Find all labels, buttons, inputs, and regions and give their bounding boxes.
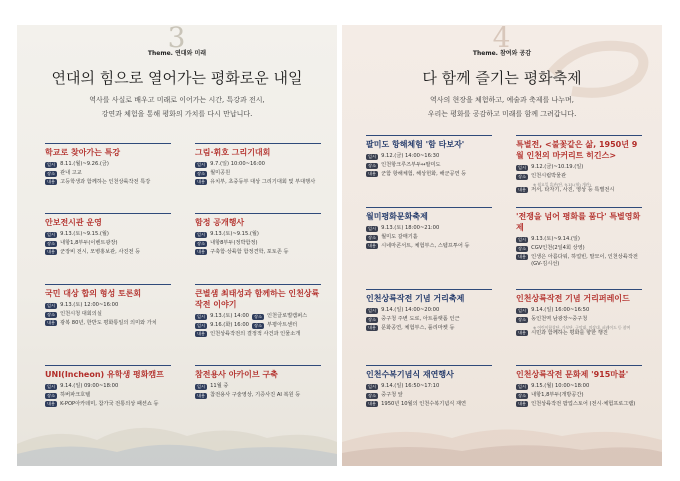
event-detail-row (516, 187, 642, 195)
page-title: 연대의 힘으로 열어가는 평화로운 내일 (51, 69, 303, 87)
theme-label: Theme. 연대와 미래 (147, 50, 207, 57)
event-detail-row (195, 383, 321, 391)
detail-text: 군함 항해체험, 해상헌화, 해군공연 등 (381, 170, 467, 177)
event-detail-row (45, 240, 171, 248)
detail-tag: 일시 (368, 225, 377, 231)
detail-text: 9.12.(금)~10.19.(일) (531, 164, 584, 170)
detail-text: 인생은 아름다워, 하얼빈, 말모이, 인천상륙작전(GV-김시선) (531, 253, 638, 268)
event-detail-row (366, 153, 492, 161)
detail-tag: 일시 (518, 236, 527, 242)
page-subtitle (17, 93, 337, 121)
detail-text: 월미공원 (210, 169, 231, 176)
event-detail-row (195, 331, 321, 339)
detail-tag: 장소 (518, 316, 527, 322)
detail-text: 광복 80년, 한반도 평화통일의 의미와 가치 (60, 319, 157, 326)
event-title: 안보전시관 운영 (45, 218, 102, 227)
event-title: 큰별샘 최태성과 함께하는 인천상륙작전 이야기 (195, 289, 320, 309)
detail-text: 9.14.(일) 16:00~16:50 (531, 307, 590, 313)
detail-text: 하버파크호텔 (60, 391, 91, 398)
detail-text: 중구청 주변 도로, 아트플랫폼 인근 (381, 315, 460, 322)
detail-tag: 장소 (47, 170, 56, 176)
event-card (516, 207, 642, 270)
detail-text: K-POP아카데미, 참가국 전통의상 패션쇼 등 (60, 400, 159, 407)
detail-tag: 내용 (518, 401, 527, 407)
detail-text: 1950년 10월의 인천수복기념식 재연 (381, 400, 466, 407)
detail-tag: 장소 (368, 316, 377, 322)
detail-text: 고등학생과 함께하는 인천상륙작전 특강 (60, 178, 151, 185)
event-detail-row (195, 231, 321, 239)
detail-tag: 장소 (518, 173, 527, 179)
detail-tag: 장소 (253, 313, 263, 319)
detail-tag: 일시 (197, 383, 206, 389)
detail-text: 인천글로벌캠퍼스 (267, 313, 308, 319)
detail-tag: 일시 (47, 383, 56, 389)
detail-tag: 장소 (368, 234, 377, 240)
event-card (45, 213, 171, 257)
detail-text: 9.13.(토) 12:00~16:00 (60, 302, 119, 308)
detail-text: 월미도 갈매기홀 (381, 233, 418, 240)
detail-text: 시민과 함께하는 평화를 향한 행진 (531, 329, 608, 336)
section-number: 3 (167, 25, 187, 54)
subtitle-line: 역사의 현장을 체험하고, 예술과 축제를 나누며, (429, 96, 575, 104)
detail-tag: 장소 (197, 170, 206, 176)
event-title: 팔미도 항해체험 '함 타보자' (366, 140, 465, 149)
detail-tag: 내용 (368, 325, 377, 331)
detail-text: 부평아트센터 (267, 321, 298, 328)
event-title: 인천상륙작전 문화제 '915마블' (516, 370, 629, 379)
event-detail-row (195, 179, 321, 187)
detail-tag: 일시 (47, 231, 56, 237)
event-title: 그림·휘호 그리기대회 (195, 148, 271, 157)
event-title: 참전용사 아카이브 구축 (195, 370, 278, 379)
detail-tag: 장소 (368, 162, 377, 168)
event-detail-row (45, 302, 171, 310)
detail-text: 인천항크루즈부두↔팔미도 (381, 161, 441, 168)
event-card (366, 289, 492, 333)
detail-text: 중구청 앞 (381, 391, 403, 398)
detail-text: 구축함·상륙함 함정견학, 포토존 등 (210, 248, 289, 255)
event-title: '전쟁을 넘어 평화를 품다' 특별영화제 (516, 212, 641, 232)
left-page (17, 25, 337, 466)
event-card (366, 135, 492, 179)
detail-tag: 장소 (253, 322, 263, 328)
detail-tag: 일시 (47, 161, 56, 167)
detail-tag: 장소 (47, 392, 56, 398)
event-card (516, 135, 642, 195)
detail-text: 9.15.(월) 10:00~18:00 (531, 383, 590, 389)
detail-tag: 일시 (197, 322, 206, 328)
detail-tag: 내용 (197, 331, 206, 337)
event-detail-row (195, 240, 321, 248)
event-detail-row (366, 325, 492, 333)
event-card (45, 284, 171, 328)
detail-text: 9.13.(토) 18:00~21:00 (381, 225, 440, 231)
mountain-illustration (342, 396, 662, 466)
detail-text: 9.14.(일) 09:00~18:00 (60, 383, 119, 389)
detail-tag: 내용 (518, 254, 527, 260)
detail-tag: 내용 (518, 187, 527, 193)
detail-text: 인천시립박물관 (531, 172, 567, 179)
detail-text: 9.13.(토)~9.14.(일) (531, 236, 580, 242)
detail-text: 9.13.(토)~9.15.(월) (60, 231, 109, 237)
detail-tag: 내용 (197, 249, 206, 255)
event-card (195, 143, 321, 187)
detail-tag: 내용 (197, 392, 206, 398)
detail-tag: 일시 (368, 307, 377, 313)
event-title: 월미평화문화축제 (366, 212, 428, 221)
detail-tag: 장소 (47, 240, 56, 246)
detail-tag: 내용 (368, 171, 377, 177)
detail-tag: 장소 (518, 245, 527, 251)
event-detail-row (366, 383, 492, 391)
detail-tag: 장소 (368, 392, 377, 398)
detail-text: 9.14.(일) 14:00~20:00 (381, 307, 440, 313)
detail-tag: 장소 (518, 392, 527, 398)
event-detail-row (516, 383, 642, 391)
detail-tag: 내용 (368, 401, 377, 407)
detail-tag: 내용 (197, 179, 206, 185)
detail-text: 참전용사 구술영상, 기증사진 AI 복원 등 (210, 391, 301, 398)
detail-text: 11월 중 (210, 383, 229, 389)
event-detail-row (45, 311, 171, 319)
detail-text: 9.13.(토) 14:00 (210, 313, 249, 319)
detail-tag: 일시 (47, 302, 56, 308)
theme-label: Theme. 참여와 공감 (472, 50, 532, 57)
detail-text: 인천시청 대회의실 (60, 310, 102, 317)
mountain-illustration (17, 396, 337, 466)
event-title: UNI(Incheon) 유학생 평화캠프 (45, 370, 164, 379)
page-title: 다 함께 즐기는 평화축제 (422, 69, 582, 87)
event-detail-row (516, 164, 642, 172)
detail-text: 내항8부두(정박함정) (210, 239, 258, 246)
event-detail-row (516, 254, 642, 269)
event-detail-row (516, 330, 642, 338)
detail-tag: 일시 (518, 307, 527, 313)
detail-tag: 내용 (47, 179, 56, 185)
detail-tag: 일시 (197, 313, 206, 319)
event-detail-row (195, 170, 321, 178)
detail-tag: 내용 (368, 243, 377, 249)
event-title: 국민 대상 합의 형성 토론회 (45, 289, 142, 298)
event-title: 인천상륙작전 기념 거리퍼레이드 (516, 294, 630, 303)
detail-text: 9.7.(일) 10:00~16:00 (210, 161, 265, 167)
detail-text: 9.12.(금) 14:00~16:30 (381, 153, 440, 159)
event-detail-row (195, 313, 321, 321)
detail-tag: 일시 (518, 383, 527, 389)
event-detail-row (516, 245, 642, 253)
event-detail-row (366, 316, 492, 324)
detail-text: 8.11.(월)~9.26.(금) (60, 161, 109, 167)
section-number: 4 (492, 25, 512, 54)
event-detail-row (195, 249, 321, 257)
event-detail-row (516, 316, 642, 324)
event-note: ※ 월요일 휴관(단, 9.15.(월) 개관) (533, 181, 591, 187)
event-title: 특별전, <불꽃같은 삶, 1950년 9월 인천의 마커리트 히긴스> (516, 140, 638, 160)
page-subtitle (342, 93, 662, 121)
detail-text: 인천상륙작전의 결정적 사건과 인물소개 (210, 330, 301, 337)
right-page (342, 25, 662, 466)
detail-text: CGV인천(2일4회 상영) (531, 244, 585, 251)
detail-text: 시네마콘서트, 체험부스, 스템프투어 등 (381, 242, 470, 249)
event-detail-row (366, 243, 492, 251)
event-detail-row (366, 225, 492, 233)
event-card (45, 143, 171, 187)
event-detail-row (195, 322, 321, 330)
detail-text: 9.14.(일) 16:50~17:10 (381, 383, 440, 389)
event-detail-row (516, 307, 642, 315)
event-title: 학교로 찾아가는 특강 (45, 148, 121, 157)
detail-tag: 내용 (47, 249, 56, 255)
event-title: 인천수복기념식 재연행사 (366, 370, 454, 379)
detail-text: 군장비 전시, 모병홍보관, 사진전 등 (60, 248, 141, 255)
detail-tag: 장소 (47, 311, 56, 317)
detail-tag: 장소 (197, 240, 206, 246)
event-detail-row (366, 162, 492, 170)
subtitle-line: 우리는 평화를 공감하고 미래를 함께 그려갑니다. (427, 110, 577, 118)
detail-text: 문화공연, 체험부스, 플리마켓 등 (381, 324, 455, 331)
event-card (195, 213, 321, 257)
detail-text: 관내 고교 (60, 169, 82, 176)
subtitle-line: 역사를 사실로 배우고 미래로 이어가는 시간, 특강과 전시, (89, 96, 265, 104)
event-detail-row (516, 236, 642, 244)
detail-tag: 일시 (518, 164, 527, 170)
detail-text: 내항1,8부두(개방공간) (531, 391, 584, 398)
event-card (195, 284, 321, 339)
event-detail-row (366, 171, 492, 179)
detail-text: 저서, 타자기, 사진, 영상 등 특별전시 (531, 186, 615, 193)
event-detail-row (45, 179, 171, 187)
detail-tag: 일시 (368, 383, 377, 389)
event-card (366, 207, 492, 251)
detail-tag: 일시 (197, 161, 206, 167)
detail-tag: 일시 (368, 153, 377, 159)
detail-tag: 일시 (197, 231, 206, 237)
detail-text: 인천상륙작전 팝업스토어 (전시·체험프로그램) (531, 400, 636, 407)
event-title: 함정 공개행사 (195, 218, 245, 227)
event-detail-row (45, 383, 171, 391)
detail-tag: 내용 (518, 330, 527, 336)
event-detail-row (45, 170, 171, 178)
event-detail-row (516, 173, 642, 181)
event-detail-row (366, 307, 492, 315)
event-detail-row (195, 161, 321, 169)
detail-text: 유치부, 초중등부 대상 그리기대회 및 부대행사 (210, 178, 316, 185)
detail-text: 내항1,8부두(이벤트광장) (60, 239, 118, 246)
detail-text: 동인천역 남광장~중구청 (531, 315, 588, 322)
detail-text: 9.13.(토)~9.15.(월) (210, 231, 259, 237)
event-detail-row (366, 234, 492, 242)
detail-tag: 내용 (47, 320, 56, 326)
event-detail-row (45, 320, 171, 328)
event-title: 인천상륙작전 기념 거리축제 (366, 294, 465, 303)
event-detail-row (45, 231, 171, 239)
event-card (516, 289, 642, 338)
subtitle-line: 강연과 체험을 통해 평화의 가치를 다시 만납니다. (101, 110, 253, 118)
event-note: ※ 어린이합창단, 가보단, 군악대, 의장대, 퍼레이드 등 참여 (533, 324, 631, 330)
event-detail-row (45, 161, 171, 169)
detail-tag: 내용 (47, 401, 56, 407)
detail-text: 9.16.(화) 16:00 (210, 321, 249, 328)
event-detail-row (45, 249, 171, 257)
